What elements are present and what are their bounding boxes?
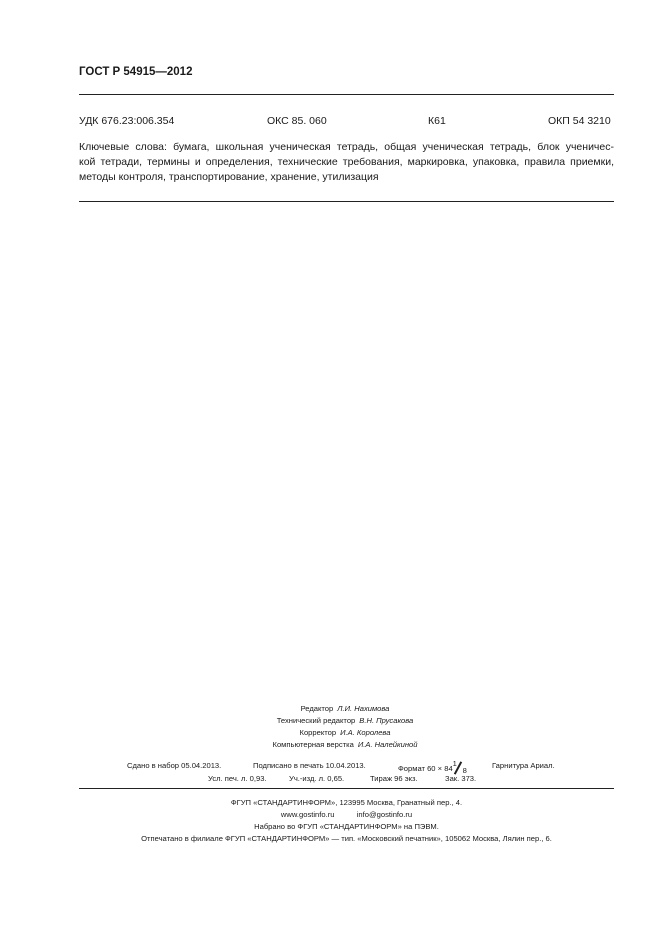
keywords-divider <box>79 201 614 202</box>
format-84: 84 <box>444 764 453 773</box>
keywords-line: кой тетради, термины и определения, технические требования, маркировка, упаковка, правила приемки, <box>79 156 614 168</box>
publisher-email[interactable]: info@gostinfo.ru <box>356 810 413 819</box>
okp-code: ОКП 54 3210 <box>548 115 611 127</box>
print-run: Тираж 96 экз. <box>370 774 418 783</box>
oks-code: ОКС 85. 060 <box>267 115 327 127</box>
format-fraction <box>453 761 473 775</box>
order-number: Зак. 373. <box>445 774 477 783</box>
keywords-line: методы контроля, транспортирование, хранение, утилизация <box>79 171 379 183</box>
format-label: Формат 60 <box>398 764 436 773</box>
publisher-footer <box>79 797 614 845</box>
keywords-paragraph <box>79 140 614 185</box>
format-numerator: 1 <box>452 759 457 768</box>
standard-number: ГОСТ Р 54915—2012 <box>79 66 193 78</box>
publisher-sheets: Уч.-изд. л. 0,65. <box>289 774 345 783</box>
credit-name: И.А. Королева <box>340 728 391 737</box>
credit-name: В.Н. Прусакова <box>359 716 414 725</box>
credit-editor <box>230 703 460 715</box>
keywords-line: Ключевые слова: бумага, школьная ученическая тетрадь, общая ученическая тетрадь, блок ученичес- <box>79 141 614 153</box>
typeset-note: Набрано во ФГУП «СТАНДАРТИНФОРМ» на ПЭВМ. <box>254 822 439 831</box>
signed-for-print: Подписано в печать 10.04.2013. <box>253 761 366 770</box>
credit-name: И.А. Налейкиной <box>357 740 418 749</box>
format-denominator: 8 <box>462 766 467 775</box>
credit-role: Компьютерная верстка <box>272 740 354 749</box>
credit-layout <box>230 739 460 751</box>
typeface: Гарнитура Ариал. <box>492 761 555 770</box>
footer-divider <box>79 788 614 789</box>
credit-name: Л.И. Нахимова <box>337 704 390 713</box>
credit-role: Редактор <box>300 704 334 713</box>
udk-code: УДК 676.23:006.354 <box>79 115 175 127</box>
credit-corrector <box>230 727 460 739</box>
credit-role: Технический редактор <box>276 716 356 725</box>
sent-to-typesetting: Сдано в набор 05.04.2013. <box>127 761 222 770</box>
credits-block <box>230 703 460 751</box>
top-divider <box>79 94 614 95</box>
credit-tech-editor <box>230 715 460 727</box>
k-code: К61 <box>428 115 446 127</box>
paper-format <box>398 761 473 775</box>
print-sheets: Усл. печ. л. 0,93. <box>208 774 267 783</box>
publisher-website[interactable]: www.gostinfo.ru <box>280 810 335 819</box>
publisher-contacts <box>79 809 614 821</box>
printed-note: Отпечатано в филиале ФГУП «СТАНДАРТИНФОРМ» — тип. «Московский печатник», 105062 Москва, Лялин пер., 6. <box>141 834 552 843</box>
credit-role: Корректор <box>299 728 337 737</box>
format-times: × <box>437 764 443 773</box>
publisher-address: ФГУП «СТАНДАРТИНФОРМ», 123995 Москва, Гранатный пер., 4. <box>230 798 463 807</box>
